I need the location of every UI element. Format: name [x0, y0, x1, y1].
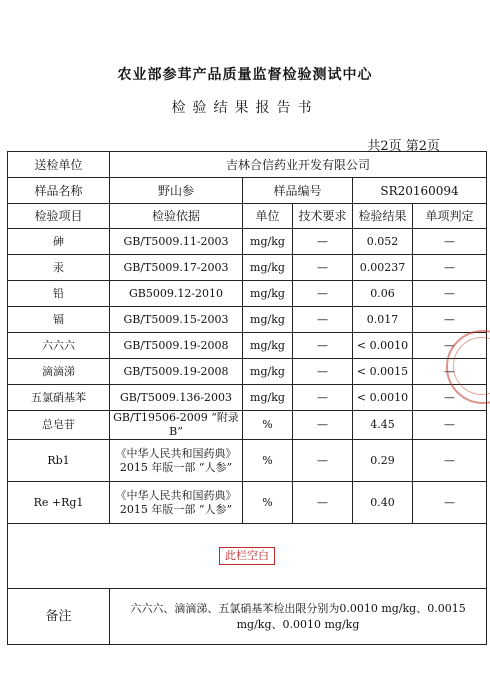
issuing-organization: 农业部参茸产品质量监督检验测试中心 [117, 67, 373, 83]
test-item: 滴滴涕 [8, 359, 110, 385]
test-result: 4.45 [353, 411, 413, 440]
sample-name-value: 野山参 [110, 178, 243, 204]
results-table [7, 151, 487, 645]
table-row [8, 307, 487, 333]
technical-requirement: — [293, 229, 353, 255]
unit: mg/kg [243, 281, 293, 307]
item-judgement: — [413, 359, 487, 385]
unit: % [243, 440, 293, 482]
remarks-row [8, 589, 487, 645]
item-judgement: — [413, 385, 487, 411]
test-method: 《中华人民共和国药典》2015 年版一部 “人参” [110, 482, 243, 524]
sample-no-value: SR20160094 [353, 178, 487, 204]
remarks-text: 六六六、滴滴涕、五氯硝基苯检出限分别为0.0010 mg/kg、0.0015 mg/kg、0.0010 mg/kg [110, 589, 487, 645]
technical-requirement: — [293, 482, 353, 524]
item-judgement: — [413, 307, 487, 333]
item-judgement: — [413, 281, 487, 307]
test-item: 铅 [8, 281, 110, 307]
test-result: < 0.0010 [353, 385, 413, 411]
remarks-label: 备注 [8, 589, 110, 645]
table-row [8, 255, 487, 281]
unit: mg/kg [243, 229, 293, 255]
table-row [8, 482, 487, 524]
test-result: 0.052 [353, 229, 413, 255]
table-row [8, 440, 487, 482]
test-item: Re +Rg1 [8, 482, 110, 524]
test-item: 镉 [8, 307, 110, 333]
item-judgement: — [413, 255, 487, 281]
client-label: 送检单位 [8, 152, 110, 178]
sample-no-label: 样品编号 [243, 178, 353, 204]
blank-column-stamp: 此栏空白 [219, 547, 275, 565]
item-judgement: — [413, 411, 487, 440]
col-header-result: 检验结果 [353, 204, 413, 229]
test-method: GB/T19506-2009 “附录 B” [110, 411, 243, 440]
test-result: 0.00237 [353, 255, 413, 281]
test-method: GB5009.12-2010 [110, 281, 243, 307]
table-row [8, 385, 487, 411]
test-method: 《中华人民共和国药典》2015 年版一部 “人参” [110, 440, 243, 482]
table-row [8, 411, 487, 440]
test-method: GB/T5009.17-2003 [110, 255, 243, 281]
test-item: 砷 [8, 229, 110, 255]
client-value: 吉林合信药业开发有限公司 [110, 152, 487, 178]
unit: mg/kg [243, 385, 293, 411]
technical-requirement: — [293, 255, 353, 281]
col-header-judgement: 单项判定 [413, 204, 487, 229]
unit: mg/kg [243, 255, 293, 281]
page-info: 共2页 第2页 [367, 139, 440, 154]
col-header-item: 检验项目 [8, 204, 110, 229]
item-judgement: — [413, 333, 487, 359]
col-header-unit: 单位 [243, 204, 293, 229]
unit: % [243, 482, 293, 524]
technical-requirement: — [293, 307, 353, 333]
item-judgement: — [413, 482, 487, 524]
test-item: 总皂苷 [8, 411, 110, 440]
unit: % [243, 411, 293, 440]
test-item: 六六六 [8, 333, 110, 359]
test-item: 汞 [8, 255, 110, 281]
test-result: < 0.0010 [353, 333, 413, 359]
table-row [8, 229, 487, 255]
test-method: GB/T5009.15-2003 [110, 307, 243, 333]
col-header-method: 检验依据 [110, 204, 243, 229]
sample-name-label: 样品名称 [8, 178, 110, 204]
blank-row [8, 524, 487, 589]
technical-requirement: — [293, 440, 353, 482]
unit: mg/kg [243, 307, 293, 333]
test-item: 五氯硝基苯 [8, 385, 110, 411]
technical-requirement: — [293, 385, 353, 411]
test-method: GB/T5009.136-2003 [110, 385, 243, 411]
col-header-requirement: 技术要求 [293, 204, 353, 229]
test-item: Rb1 [8, 440, 110, 482]
table-row [8, 281, 487, 307]
column-header-row [8, 204, 487, 229]
document-title: 检验结果报告书 [171, 100, 319, 116]
test-result: 0.06 [353, 281, 413, 307]
technical-requirement: — [293, 359, 353, 385]
test-result: 0.29 [353, 440, 413, 482]
test-result: 0.017 [353, 307, 413, 333]
table-row [8, 359, 487, 385]
test-method: GB/T5009.19-2008 [110, 359, 243, 385]
technical-requirement: — [293, 411, 353, 440]
test-result: < 0.0015 [353, 359, 413, 385]
unit: mg/kg [243, 333, 293, 359]
item-judgement: — [413, 229, 487, 255]
item-judgement: — [413, 440, 487, 482]
technical-requirement: — [293, 333, 353, 359]
table-row [8, 333, 487, 359]
test-method: GB/T5009.19-2008 [110, 333, 243, 359]
test-result: 0.40 [353, 482, 413, 524]
technical-requirement: — [293, 281, 353, 307]
unit: mg/kg [243, 359, 293, 385]
test-method: GB/T5009.11-2003 [110, 229, 243, 255]
